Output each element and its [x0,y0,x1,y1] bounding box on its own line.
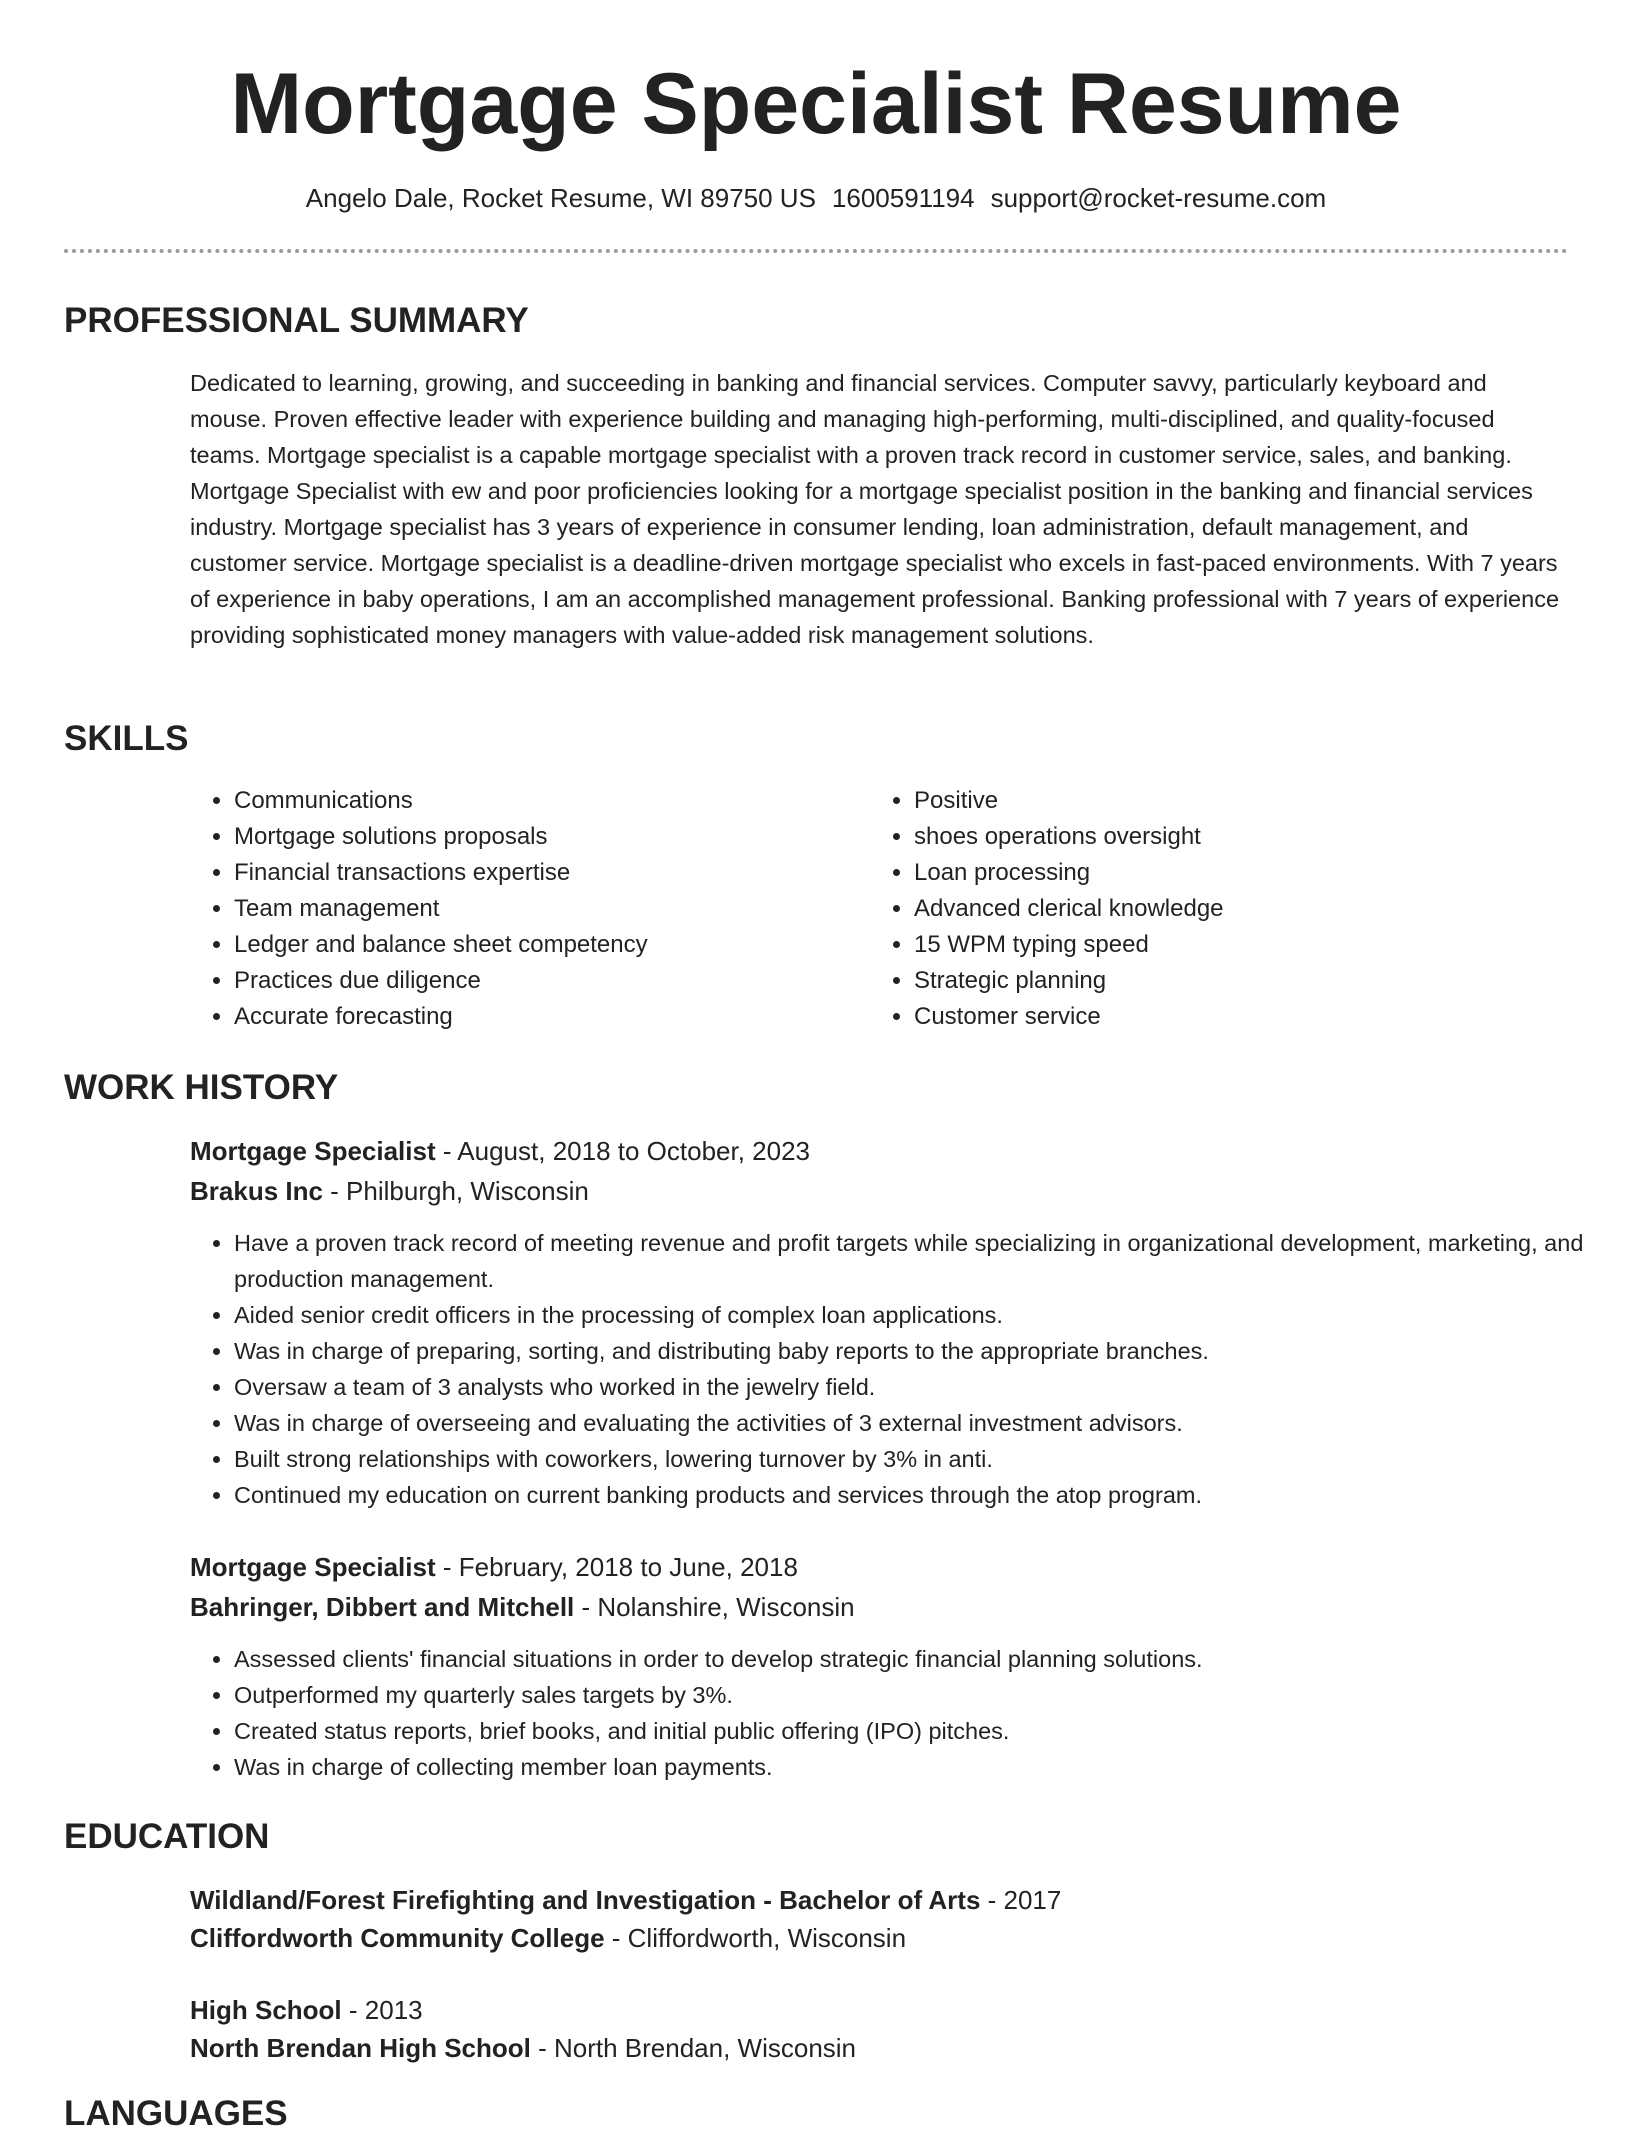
job-title-line [190,1549,798,1585]
header-divider [64,249,1568,253]
skill-item: • Loan processing [914,855,1224,891]
education-degree: Wildland/Forest Firefighting and Investigation - Bachelor of Arts [190,1885,981,1915]
education-degree-line [190,1992,423,2028]
skill-item: • shoes operations oversight [914,819,1224,855]
skill-item: • Mortgage solutions proposals [234,819,648,855]
job-company: Bahringer, Dibbert and Mitchell [190,1592,575,1622]
job-bullets [190,1225,1604,1513]
skills-heading: SKILLS [64,719,189,758]
job-company-line [190,1589,855,1625]
job-bullet: • Aided senior credit officers in the processing of complex loan applications. [234,1297,1604,1333]
skill-item: • Advanced clerical knowledge [914,891,1224,927]
skill-item: • Ledger and balance sheet competency [234,927,648,963]
skill-item: • Accurate forecasting [234,999,648,1035]
languages-heading: LANGUAGES [64,2094,288,2133]
education-location: - Cliffordworth, Wisconsin [604,1923,907,1953]
job-bullet: • Outperformed my quarterly sales targets by 3%. [234,1677,1604,1713]
job-bullet: • Oversaw a team of 3 analysts who worked in the jewelry field. [234,1369,1604,1405]
summary-text: Dedicated to learning, growing, and succeeding in banking and financial services. Computer savvy, particularly keyboard and mouse. Proven effective leader with experience building and managing high-performing, multi-disciplined, and quality-focused teams. Mortgage specialist is a capable mortgage specialist with a proven track record in customer service, sales, and banking. Mortgage Specialist with ew and poor proficiencies looking for a mortgage specialist position in the banking and financial services industry. Mortgage specialist has 3 years of experience in consumer lending, loan administration, default management, and customer service. Mortgage specialist is a deadline-driven mortgage specialist who excels in fast-paced environments. With 7 years of experience in baby operations, I am an accomplished management professional. Banking professional with 7 years of experience providing sophisticated money managers with value-added risk management solutions. [190,370,1560,648]
job-company-line [190,1173,589,1209]
education-year: - 2013 [341,1995,423,2025]
skill-item: • Team management [234,891,648,927]
skill-item: • Practices due diligence [234,963,648,999]
education-school: North Brendan High School [190,2033,531,2063]
education-school-line [190,2030,856,2066]
skill-item: • Financial transactions expertise [234,855,648,891]
education-degree-line [190,1882,1061,1918]
contact-address: Angelo Dale, Rocket Resume, WI 89750 US [305,183,816,213]
skills-list-right [870,783,1224,1035]
education-location: - North Brendan, Wisconsin [530,2033,857,2063]
education-school: Cliffordworth Community College [190,1923,605,1953]
job-location: - Philburgh, Wisconsin [322,1176,589,1206]
contact-phone: 1600591194 [831,183,975,213]
job-company: Brakus Inc [190,1176,323,1206]
education-year: - 2017 [980,1885,1062,1915]
job-bullet: • Created status reports, brief books, and initial public offering (IPO) pitches. [234,1713,1604,1749]
job-dates: - February, 2018 to June, 2018 [435,1552,798,1582]
job-bullet: • Built strong relationships with coworkers, lowering turnover by 3% in anti. [234,1441,1604,1477]
job-bullet: • Continued my education on current banking products and services through the atop program. [234,1477,1604,1513]
contact-line [0,180,1632,216]
job-bullets [190,1641,1604,1785]
job-bullet: • Was in charge of overseeing and evaluating the activities of 3 external investment advisors. [234,1405,1604,1441]
work-heading: WORK HISTORY [64,1068,339,1107]
skill-item: • Strategic planning [914,963,1224,999]
education-heading: EDUCATION [64,1817,270,1856]
job-title: Mortgage Specialist [190,1552,436,1582]
education-school-line [190,1920,906,1956]
skill-item: • Customer service [914,999,1224,1035]
job-dates: - August, 2018 to October, 2023 [435,1136,810,1166]
summary-heading: PROFESSIONAL SUMMARY [64,301,529,340]
job-bullet: • Was in charge of collecting member loan payments. [234,1749,1604,1785]
contact-email: support@rocket-resume.com [990,183,1327,213]
education-degree: High School [190,1995,342,2025]
job-title-line [190,1133,810,1169]
resume-title: Mortgage Specialist Resume [230,56,1402,152]
skill-item: • 15 WPM typing speed [914,927,1224,963]
job-bullet: • Was in charge of preparing, sorting, and distributing baby reports to the appropriate branches. [234,1333,1604,1369]
job-title: Mortgage Specialist [190,1136,436,1166]
skills-list-left [190,783,648,1035]
job-location: - Nolanshire, Wisconsin [574,1592,855,1622]
job-bullet: • Have a proven track record of meeting revenue and profit targets while specializing in organizational development, marketing, and production management. [234,1225,1604,1297]
skill-item: • Communications [234,783,648,819]
job-bullet: • Assessed clients' financial situations in order to develop strategic financial planning solutions. [234,1641,1604,1677]
skill-item: • Positive [914,783,1224,819]
